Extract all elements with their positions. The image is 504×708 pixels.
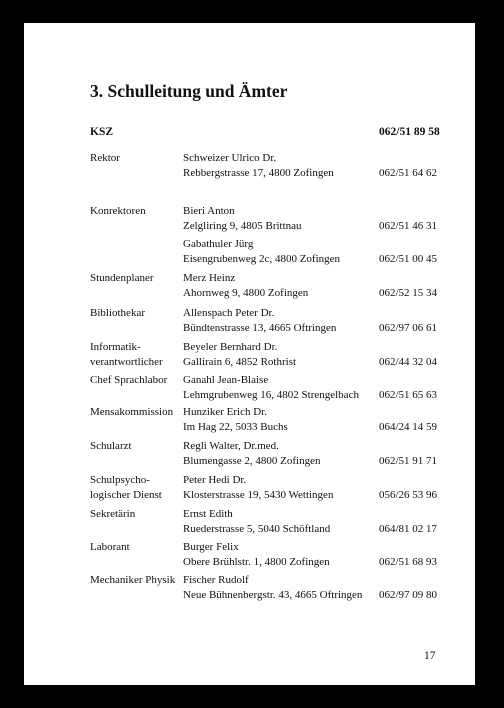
entry-address: Bündtenstrasse 13, 4665 Oftringen [183,321,337,334]
entry-phone: 064/81 02 17 [379,522,438,535]
entry-address: Gallirain 6, 4852 Rothrist [183,355,297,368]
entry-name: Hunziker Erich Dr. [183,406,267,418]
entry-phone: 062/51 00 45 [379,252,438,265]
entry-address: Lehmgrubenweg 16, 4802 Strengelbach [183,388,359,401]
entry-role-line: Schularzt [90,440,132,452]
ksz-label: KSZ [90,126,114,138]
entry-address: Klosterstrasse 19, 5430 Wettingen [183,488,334,501]
entry-role [90,507,183,522]
entry-role [90,473,183,502]
entry-name: Ernst Edith [183,508,233,520]
entry-phone: 062/51 65 63 [379,388,438,401]
entry-phone: 062/51 91 71 [379,454,438,467]
entry-role [90,204,183,219]
entry-person [183,271,383,300]
entry-phone: 064/24 14 59 [379,420,438,433]
entry-person [183,151,383,180]
entry-name: Peter Hedi Dr. [183,474,247,486]
entry-person [183,237,383,266]
entry-role-line: Schulpsycho- [90,474,150,486]
entry-person [183,540,383,569]
entry-role-line: Chef Sprachlabor [90,374,168,386]
entry-address: Neue Bühnenbergstr. 43, 4665 Oftringen [183,588,363,601]
entry-person [183,405,383,434]
entry-phone: 062/51 64 62 [379,166,438,179]
entry-role-line: Konrektoren [90,205,146,217]
entry-person [183,507,383,536]
entry-role-line: Mensakommission [90,406,174,418]
entry-phone: 062/97 09 80 [379,588,438,601]
entry-phone: 062/51 68 93 [379,555,438,568]
entry-role-line: Stundenplaner [90,272,154,284]
entry-phone: 062/97 06 61 [379,321,438,334]
entry-person [183,373,383,402]
ksz-phone: 062/51 89 58 [379,126,440,138]
entry-person [183,573,383,602]
entry-role-line: Rektor [90,152,120,164]
entry-role [90,306,183,321]
entry-phone: 062/51 46 31 [379,219,438,232]
entry-role [90,439,183,454]
entry-name: Allenspach Peter Dr. [183,307,275,319]
entry-role-line: Sekretärin [90,508,136,520]
entry-name: Ganahl Jean-Blaise [183,374,269,386]
entry-role-line: verantwortlicher [90,355,163,368]
entry-role-line: Informatik- [90,341,141,353]
entry-name: Burger Felix [183,541,239,553]
entry-person [183,340,383,369]
document-page [24,23,475,685]
entry-role [90,540,183,555]
entry-role-line: Bibliothekar [90,307,145,319]
entry-role [90,405,183,420]
entry-person [183,306,383,335]
entry-role [90,340,183,369]
entry-person [183,204,383,233]
entry-role [90,373,183,388]
entry-address: Ruederstrasse 5, 5040 Schöftland [183,522,331,535]
entry-role [90,573,183,588]
entry-name: Regli Walter, Dr.med. [183,440,279,452]
entry-address: Rebbergstrasse 17, 4800 Zofingen [183,166,334,179]
entry-person [183,439,383,468]
entry-name: Beyeler Bernhard Dr. [183,341,278,353]
section-heading: 3. Schulleitung und Ämter [90,81,288,101]
entry-role [90,271,183,286]
entry-name: Schweizer Ulrico Dr. [183,152,277,164]
entry-role-line: Mechaniker Physik [90,574,176,586]
entry-phone: 062/52 15 34 [379,286,438,299]
entry-phone: 056/26 53 96 [379,488,438,501]
entry-person [183,473,383,502]
entry-role [90,151,183,166]
entry-name: Bieri Anton [183,205,235,217]
entry-address: Blumengasse 2, 4800 Zofingen [183,454,321,467]
entry-name: Merz Heinz [183,272,236,284]
entry-phone: 062/44 32 04 [379,355,438,368]
entry-role-line: Laborant [90,541,130,553]
entry-address: Zelgliring 9, 4805 Brittnau [183,219,302,232]
entry-address: Obere Brühlstr. 1, 4800 Zofingen [183,555,330,568]
entry-name: Fischer Rudolf [183,574,249,586]
entry-name: Gabathuler Jürg [183,238,254,250]
entry-address: Im Hag 22, 5033 Buchs [183,420,288,433]
entry-role-line: logischer Dienst [90,488,162,501]
page-number: 17 [424,650,436,662]
entry-address: Ahornweg 9, 4800 Zofingen [183,286,309,299]
entry-address: Eisengrubenweg 2c, 4800 Zofingen [183,252,341,265]
